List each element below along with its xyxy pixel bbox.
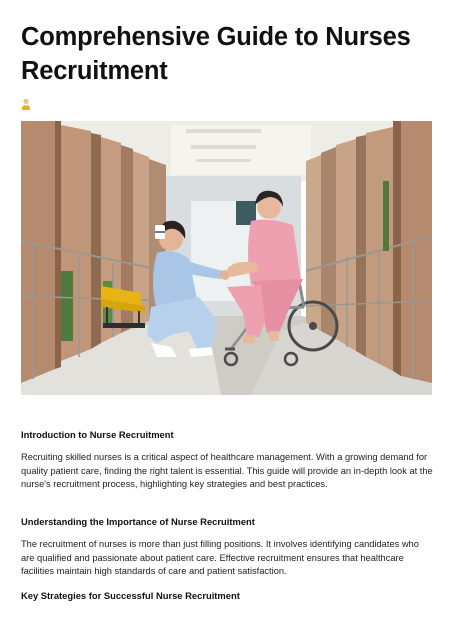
section-paragraph: The recruitment of nurses is more than just filling positions. It involves identifying candidates who are qualified and passionate about patient care. Effective recruitment ensures that healthcare facilities maintain high standards of care and patient satisfaction.: [21, 539, 419, 577]
hero-image: [21, 121, 432, 395]
section-heading: Key Strategies for Successful Nurse Recruitment: [21, 590, 240, 601]
section-heading: Understanding the Importance of Nurse Recruitment: [21, 516, 255, 527]
section-heading: Introduction to Nurse Recruitment: [21, 429, 174, 440]
person-emoji-icon: [21, 98, 31, 110]
section-paragraph: Recruiting skilled nurses is a critical aspect of healthcare management. With a growing demand for quality patient care, finding the right talent is essential. This guide will provide an in-depth look at the nurse's recruitment process, highlighting key strategies and best practices.: [21, 452, 433, 490]
page-title: Comprehensive Guide to Nurses Recruitment: [21, 23, 411, 85]
